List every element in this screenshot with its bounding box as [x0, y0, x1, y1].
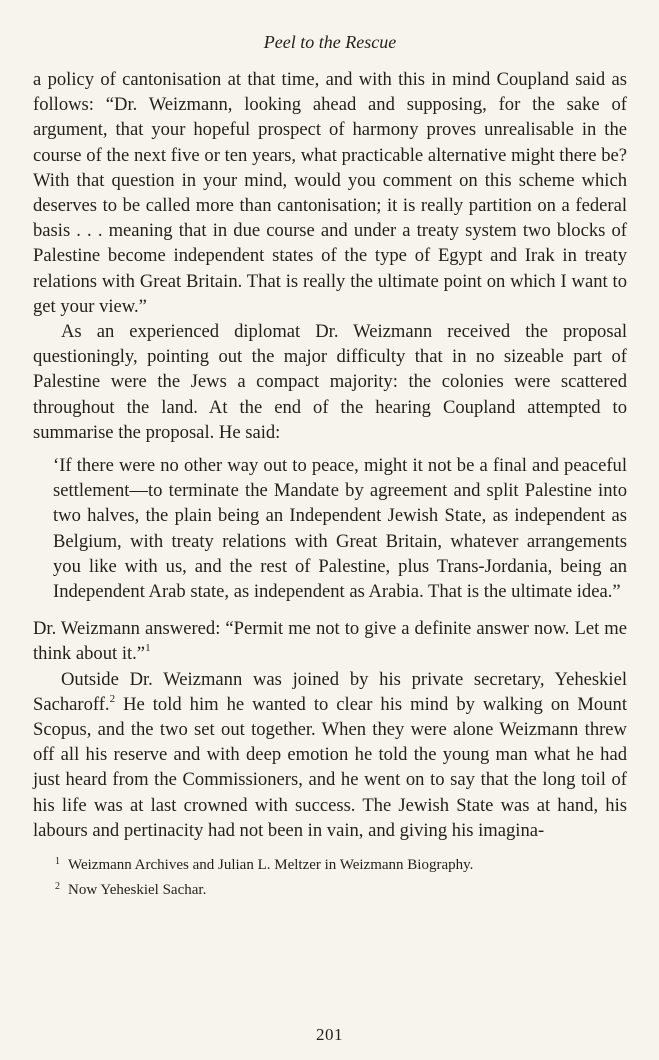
footnote-1-mark: 1 [55, 856, 60, 868]
running-head: Peel to the Rescue [263, 32, 397, 52]
body-text [33, 67, 627, 843]
footnote-1-text: Weizmann Archives and Julian L. Meltzer in Weizmann Biography. [68, 857, 474, 874]
paragraph-2 [33, 319, 627, 445]
paragraph-3-text: Dr. Weizmann answered: “Permit me not to give a definite answer now. Let me think about it.” [33, 618, 627, 665]
footnote-2-text: Now Yeheskiel Sachar. [68, 882, 207, 899]
footnote-ref-2[interactable]: 2 [109, 692, 116, 705]
paragraph-1 [33, 67, 627, 319]
paragraph-4 [33, 667, 627, 843]
footnote-ref-1[interactable]: 1 [145, 642, 151, 655]
block-quote-text: ‘If there were no other way out to peace, might it not be a final and peaceful settlement—to terminate the Mandate by agreement and split Palestine into two halves, the plain being an Independent Jewish State, as independent as Belgium, with treaty relations with Great Britain, whatever arrangements you like with us, and the rest of Palestine, plus Trans-Jordania, being an Independent Arab state, as independent as Arabia. That is the ultimate idea.” [53, 455, 627, 603]
footnote-2 [55, 876, 627, 901]
paragraph-2-text: As an experienced diplomat Dr. Weizmann received the proposal questioningly, pointing out the major difficulty that in no sizeable part of Palestine were the Jews a compact majority: the colonies were scattered throughout the land. At the end of the hearing Coupland attempted to summarise the proposal. He said: [33, 321, 627, 443]
footnotes [33, 851, 627, 901]
paragraph-3 [33, 616, 627, 666]
page-number: 201 [316, 1025, 343, 1044]
paragraph-1-text: a policy of cantonisation at that time, and with this in mind Coupland said as follows: “Dr. Weizmann, looking ahead and supposing, for the sake of argument, that your hopeful prospect of harmony proves unrealisable in the course of the next five or ten years, what practicable alternative might there be? With that question in your mind, would you comment on this scheme which deserves to be called more than cantonisation; it is really partition on a federal basis . . . meaning that in due course and under a treaty system two blocks of Palestine become independent states of the type of Egypt and Irak in treaty relations with Great Britain. That is really the ultimate point on which I want to get your view.” [33, 69, 627, 317]
footnote-2-mark: 2 [55, 881, 60, 893]
paragraph-4-text-after: He told him he wanted to clear his mind by walking on Mount Scopus, and the two set out together. When they were alone Weizmann threw off all his reserve and with deep emotion he told the young man what he had just heard from the Commissioners, and he went on to say that the long toil of his life was at last crowned with success. The Jewish State was at hand, his labours and pertinacity had not been in vain, and giving his imagina- [33, 693, 627, 841]
footnote-1 [55, 851, 627, 876]
block-quote [53, 453, 627, 604]
paragraph-4-text-before: Outside Dr. Weizmann was joined by his private secretary, Yeheskiel Sacharoff. [33, 668, 627, 715]
